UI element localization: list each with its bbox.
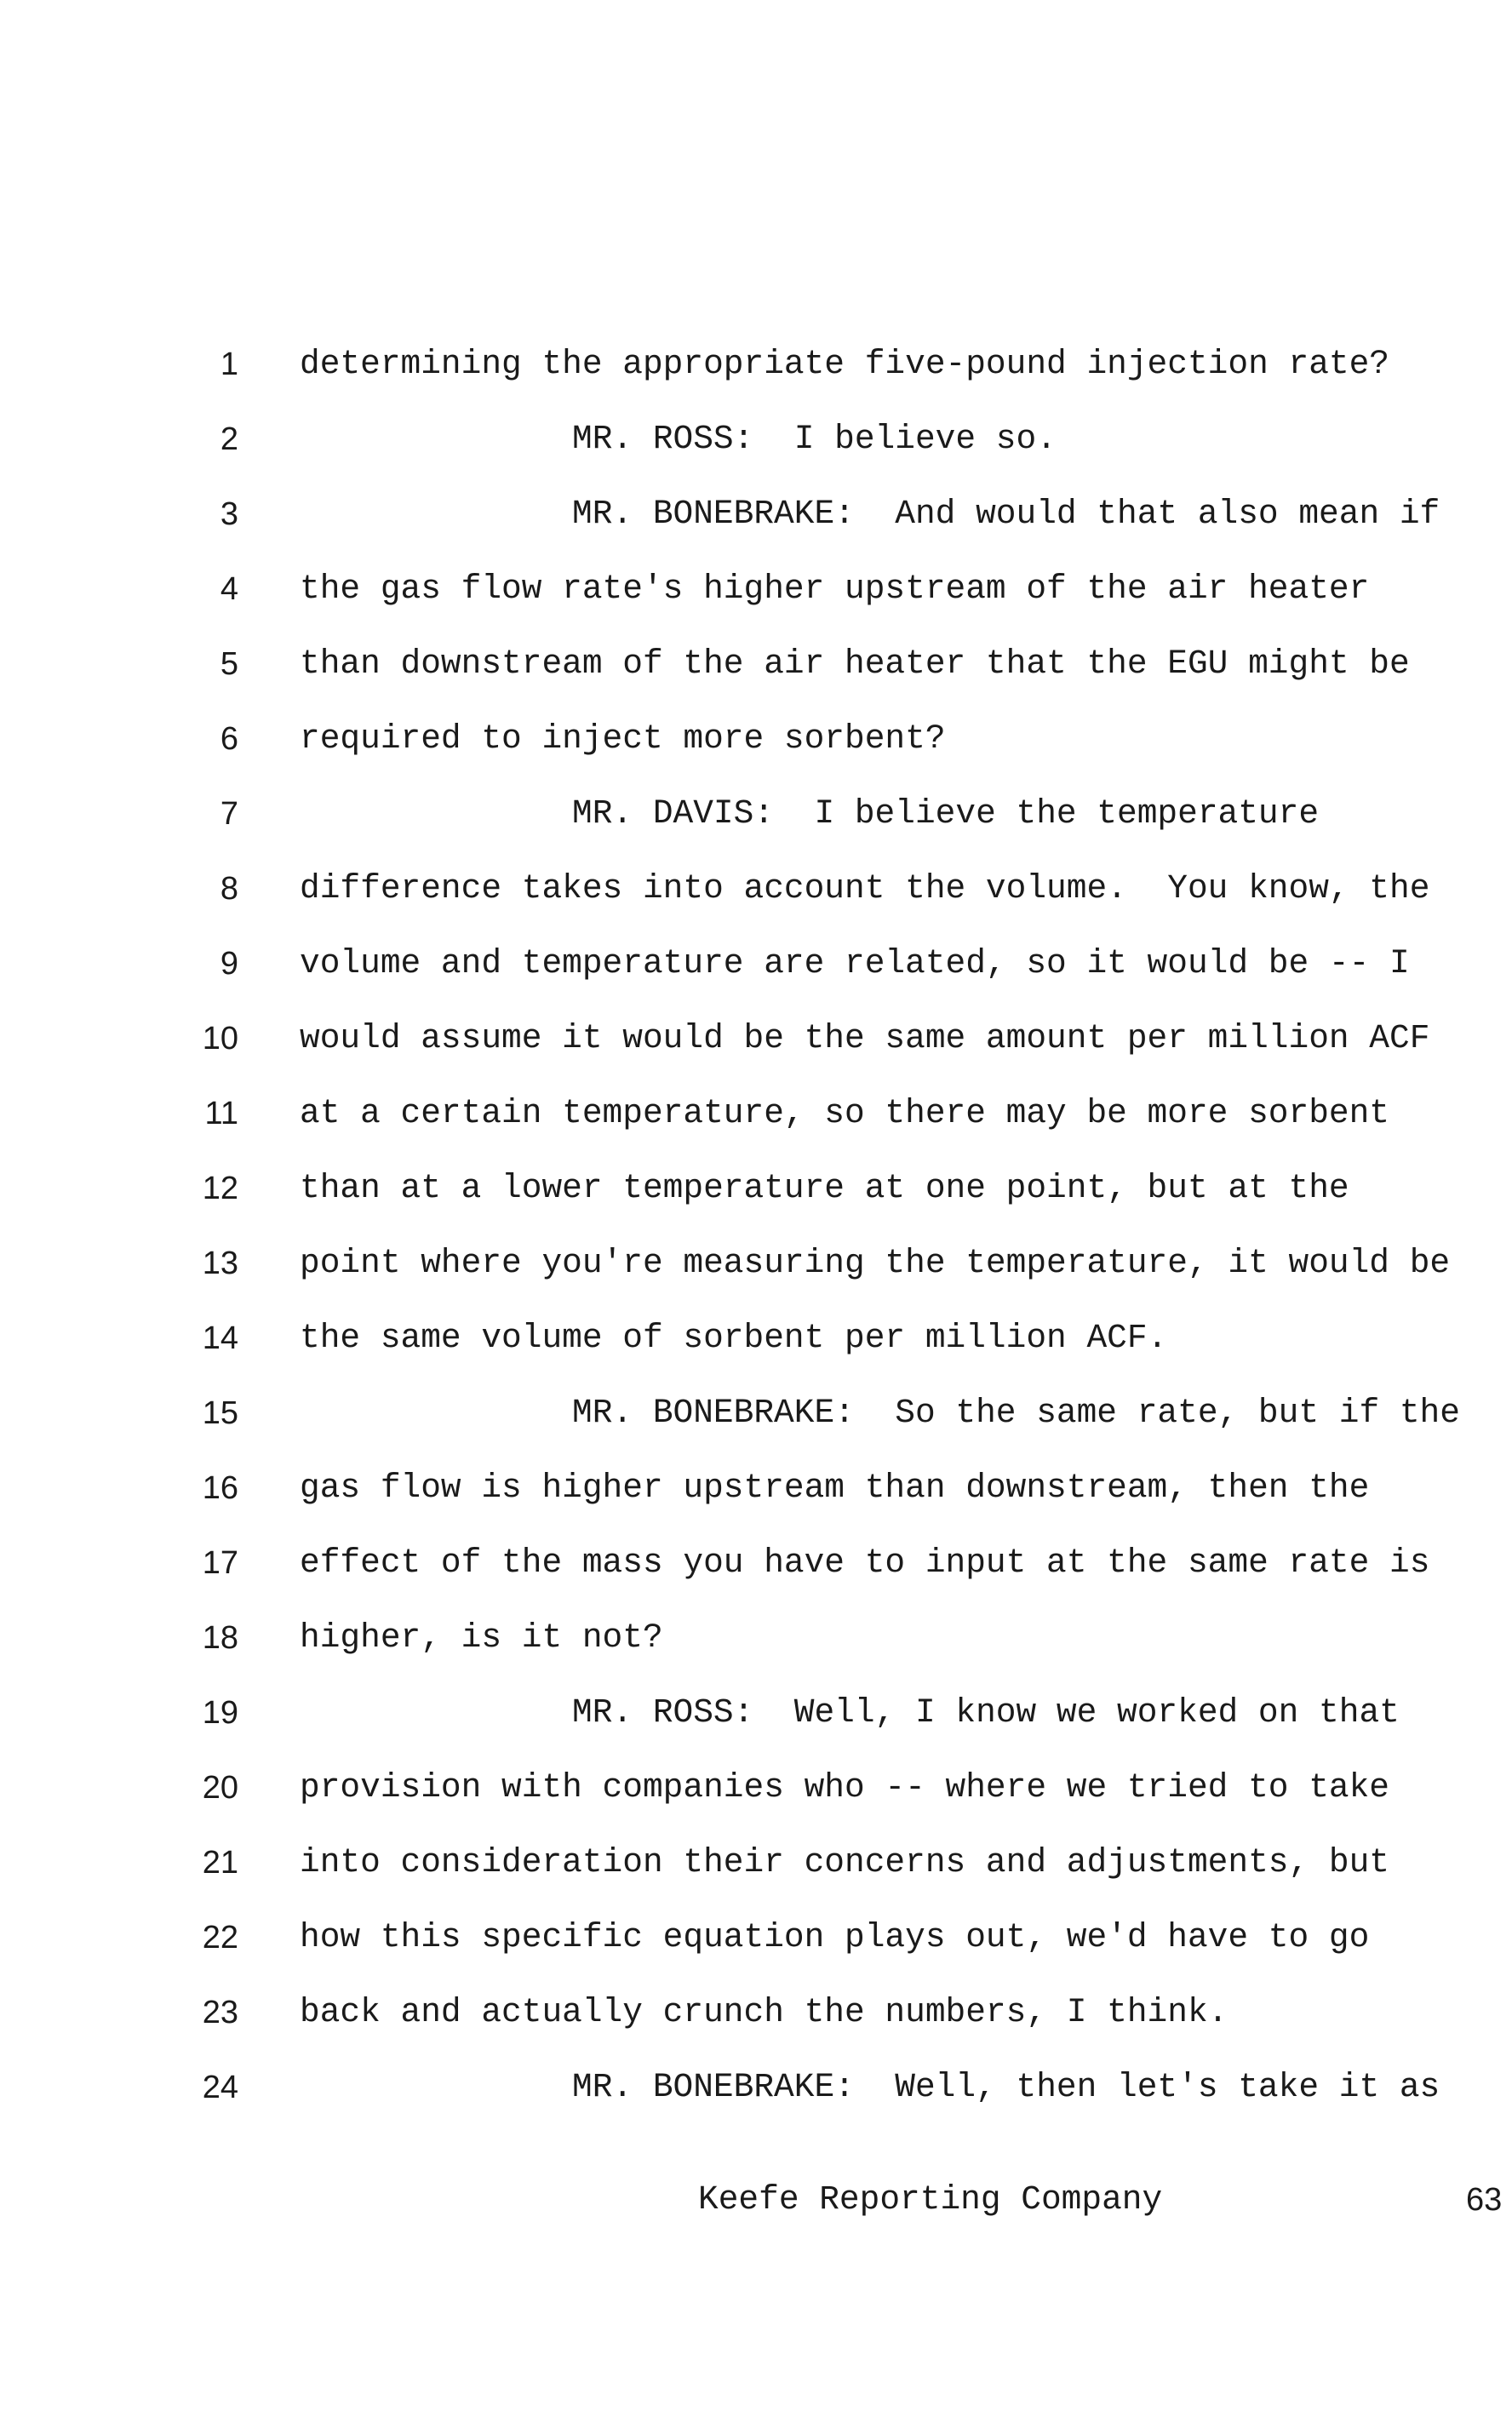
line-number: 19 — [202, 1695, 238, 1731]
transcript-line — [0, 630, 1512, 698]
line-text: MR. ROSS: I believe so. — [572, 420, 1057, 458]
line-text: MR. BONEBRAKE: So the same rate, but if the — [572, 1394, 1460, 1432]
line-text: provision with companies who -- where we tried to take — [300, 1768, 1390, 1807]
line-number: 9 — [220, 946, 238, 982]
transcript-line — [0, 1904, 1512, 1972]
transcript-line — [0, 1229, 1512, 1297]
line-number: 3 — [220, 496, 238, 532]
line-number: 11 — [204, 1096, 238, 1131]
line-text: gas flow is higher upstream than downstream, then the — [300, 1469, 1370, 1507]
line-number: 1 — [220, 346, 238, 382]
line-text: MR. ROSS: Well, I know we worked on that — [572, 1693, 1400, 1732]
transcript-line — [0, 405, 1512, 473]
line-text: higher, is it not? — [300, 1618, 663, 1657]
line-number: 13 — [202, 1246, 238, 1281]
transcript-line — [0, 780, 1512, 848]
line-text: volume and temperature are related, so it would be -- I — [300, 944, 1410, 982]
line-number: 8 — [220, 871, 238, 907]
transcript-line — [0, 1529, 1512, 1597]
transcript-line — [0, 1304, 1512, 1372]
line-number: 17 — [202, 1545, 238, 1581]
line-text: than downstream of the air heater that the EGU might be — [300, 644, 1410, 683]
line-number: 10 — [202, 1021, 238, 1057]
footer-company-name: Keefe Reporting Company — [698, 2180, 1163, 2219]
transcript-line — [0, 1379, 1512, 1447]
line-number: 7 — [220, 796, 238, 832]
transcript-line — [0, 930, 1512, 998]
line-text: determining the appropriate five-pound injection rate? — [300, 345, 1390, 383]
transcript-line — [0, 1005, 1512, 1073]
transcript-line — [0, 1679, 1512, 1747]
transcript-line — [0, 1979, 1512, 2047]
line-text: required to inject more sorbent? — [300, 719, 946, 758]
transcript-line — [0, 1829, 1512, 1897]
line-number: 21 — [202, 1845, 238, 1881]
line-number: 6 — [220, 721, 238, 757]
page-number: 63 — [1466, 2182, 1503, 2218]
line-text: the same volume of sorbent per million ACF. — [300, 1319, 1168, 1357]
transcript-line — [0, 1604, 1512, 1672]
line-text: MR. BONEBRAKE: And would that also mean if — [572, 495, 1440, 533]
line-number: 4 — [220, 571, 238, 607]
line-number: 15 — [202, 1395, 238, 1431]
line-text: effect of the mass you have to input at the same rate is — [300, 1543, 1430, 1582]
line-number: 12 — [202, 1171, 238, 1206]
line-text: how this specific equation plays out, we'd have to go — [300, 1918, 1370, 1956]
line-text: than at a lower temperature at one point, but at the — [300, 1169, 1349, 1207]
transcript-line — [0, 330, 1512, 398]
transcript-line — [0, 855, 1512, 923]
line-text: MR. BONEBRAKE: Well, then let's take it as — [572, 2068, 1440, 2106]
transcript-line — [0, 1754, 1512, 1822]
line-number: 18 — [202, 1620, 238, 1656]
transcript-line — [0, 1454, 1512, 1522]
line-text: point where you're measuring the temperature, it would be — [300, 1244, 1451, 1282]
line-text: at a certain temperature, so there may be more sorbent — [300, 1094, 1390, 1132]
line-number: 24 — [202, 2070, 238, 2105]
line-text: difference takes into account the volume. You know, the — [300, 869, 1430, 908]
transcript-line — [0, 2053, 1512, 2122]
line-text: back and actually crunch the numbers, I think. — [300, 1993, 1228, 2031]
transcript-line — [0, 480, 1512, 548]
line-text: MR. DAVIS: I believe the temperature — [572, 794, 1320, 833]
line-text: the gas flow rate's higher upstream of the air heater — [300, 570, 1370, 608]
transcript-line — [0, 555, 1512, 623]
line-number: 23 — [202, 1995, 238, 2030]
line-number: 16 — [202, 1470, 238, 1506]
line-text: would assume it would be the same amount per million ACF — [300, 1019, 1430, 1057]
line-number: 2 — [220, 421, 238, 457]
transcript-line — [0, 1080, 1512, 1148]
line-number: 22 — [202, 1920, 238, 1956]
line-number: 14 — [202, 1320, 238, 1356]
transcript-line — [0, 705, 1512, 773]
line-text: into consideration their concerns and adjustments, but — [300, 1843, 1390, 1881]
line-number: 20 — [202, 1770, 238, 1806]
transcript-line — [0, 1154, 1512, 1223]
line-number: 5 — [220, 646, 238, 682]
